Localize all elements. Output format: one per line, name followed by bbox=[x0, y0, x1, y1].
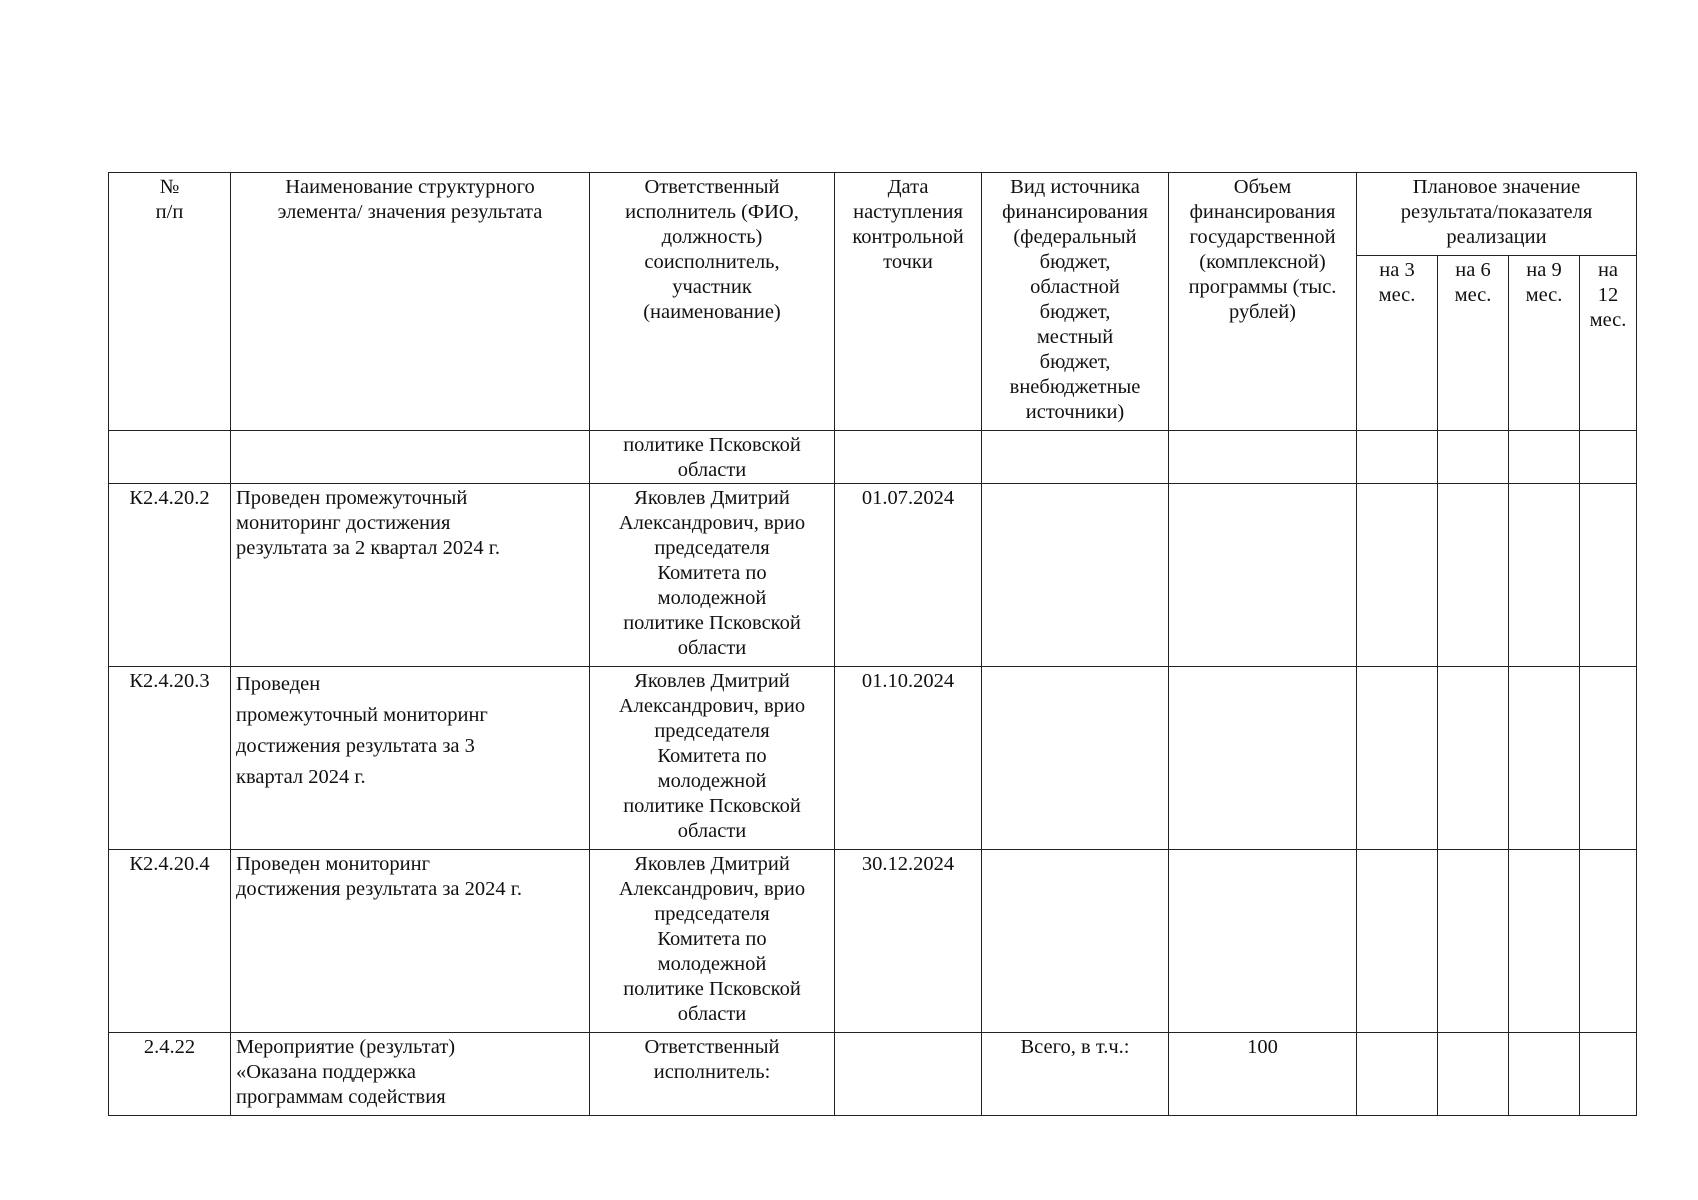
row-q6 bbox=[1438, 431, 1509, 484]
header-responsible: Ответственный исполнитель (ФИО, должность) соисполнитель, участник (наименование) bbox=[590, 173, 835, 431]
row-num: К2.4.20.3 bbox=[109, 667, 231, 850]
row-name bbox=[231, 431, 590, 484]
row-volume bbox=[1169, 484, 1357, 667]
row-q6 bbox=[1438, 484, 1509, 667]
row-volume bbox=[1169, 850, 1357, 1033]
row-q9 bbox=[1509, 431, 1580, 484]
row-source bbox=[982, 850, 1169, 1033]
row-num: К2.4.20.2 bbox=[109, 484, 231, 667]
table-row bbox=[109, 431, 1637, 484]
header-q12: на 12 мес. bbox=[1580, 256, 1637, 431]
header-name: Наименование структурного элемента/ значения результата bbox=[231, 173, 590, 431]
row-num: 2.4.22 bbox=[109, 1033, 231, 1116]
row-q12 bbox=[1580, 667, 1637, 850]
header-date: Дата наступления контрольной точки bbox=[835, 173, 982, 431]
row-q3 bbox=[1357, 1033, 1438, 1116]
header-q6: на 6 мес. bbox=[1438, 256, 1509, 431]
row-source: Всего, в т.ч.: bbox=[982, 1033, 1169, 1116]
table-row bbox=[109, 484, 1637, 667]
header-q3: на 3 мес. bbox=[1357, 256, 1438, 431]
row-source bbox=[982, 484, 1169, 667]
row-q9 bbox=[1509, 1033, 1580, 1116]
row-date bbox=[835, 1033, 982, 1116]
row-date bbox=[835, 431, 982, 484]
row-q9 bbox=[1509, 667, 1580, 850]
row-responsible: Яковлев Дмитрий Александрович, врио председателя Комитета по молодежной политике Псковской области bbox=[590, 484, 835, 667]
row-num bbox=[109, 431, 231, 484]
row-date: 01.07.2024 bbox=[835, 484, 982, 667]
control-points-table bbox=[108, 172, 1637, 1116]
row-q9 bbox=[1509, 850, 1580, 1033]
table-row bbox=[109, 1033, 1637, 1116]
row-q3 bbox=[1357, 431, 1438, 484]
row-q6 bbox=[1438, 1033, 1509, 1116]
header-q9: на 9 мес. bbox=[1509, 256, 1580, 431]
row-q12 bbox=[1580, 431, 1637, 484]
row-num: К2.4.20.4 bbox=[109, 850, 231, 1033]
row-q6 bbox=[1438, 850, 1509, 1033]
row-q6 bbox=[1438, 667, 1509, 850]
header-row-top bbox=[109, 173, 1637, 256]
header-volume: Объем финансирования государственной (комплексной) программы (тыс. рублей) bbox=[1169, 173, 1357, 431]
row-q9 bbox=[1509, 484, 1580, 667]
row-date: 01.10.2024 bbox=[835, 667, 982, 850]
header-source: Вид источника финансирования (федеральный бюджет, областной бюджет, местный бюджет, внебюджетные источники) bbox=[982, 173, 1169, 431]
row-date: 30.12.2024 bbox=[835, 850, 982, 1033]
row-volume: 100 bbox=[1169, 1033, 1357, 1116]
row-q3 bbox=[1357, 850, 1438, 1033]
header-num: № п/п bbox=[109, 173, 231, 431]
header-planned: Плановое значение результата/показателя реализации bbox=[1357, 173, 1637, 256]
row-responsible: Яковлев Дмитрий Александрович, врио председателя Комитета по молодежной политике Псковской области bbox=[590, 667, 835, 850]
row-responsible: политике Псковской области bbox=[590, 431, 835, 484]
row-q3 bbox=[1357, 484, 1438, 667]
table-row bbox=[109, 850, 1637, 1033]
row-source bbox=[982, 667, 1169, 850]
row-volume bbox=[1169, 667, 1357, 850]
table-row bbox=[109, 667, 1637, 850]
row-responsible: Ответственный исполнитель: bbox=[590, 1033, 835, 1116]
row-q12 bbox=[1580, 484, 1637, 667]
row-q12 bbox=[1580, 850, 1637, 1033]
row-responsible: Яковлев Дмитрий Александрович, врио председателя Комитета по молодежной политике Псковской области bbox=[590, 850, 835, 1033]
row-name: Мероприятие (результат) «Оказана поддержка программам содействия bbox=[231, 1033, 590, 1116]
row-source bbox=[982, 431, 1169, 484]
row-q12 bbox=[1580, 1033, 1637, 1116]
row-q3 bbox=[1357, 667, 1438, 850]
row-name: Проведен промежуточный мониторинг достижения результата за 2 квартал 2024 г. bbox=[231, 484, 590, 667]
row-name: Проведен мониторинг достижения результата за 2024 г. bbox=[231, 850, 590, 1033]
row-name: Проведен промежуточный мониторинг достижения результата за 3 квартал 2024 г. bbox=[231, 667, 590, 850]
row-volume bbox=[1169, 431, 1357, 484]
